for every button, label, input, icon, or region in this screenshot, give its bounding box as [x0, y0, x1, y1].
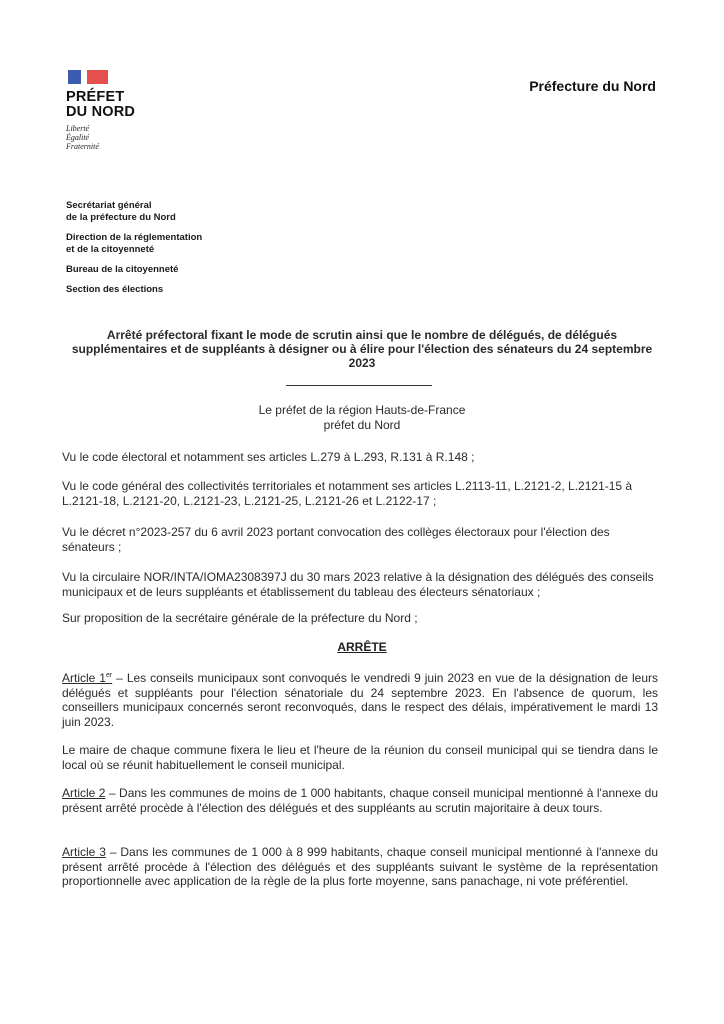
logo-name-line2: DU NORD — [66, 104, 136, 120]
issuing-services — [66, 200, 326, 304]
service-secretariat-line-1: Secrétariat général — [66, 200, 152, 211]
decree-title — [60, 328, 664, 370]
prefect-line-2: préfet du Nord — [323, 418, 401, 432]
visa-decret: Vu le décret n°2023-257 du 6 avril 2023 portant convocation des collèges électoraux pour l'élection des sénateurs ; — [62, 525, 610, 554]
article-1-number: Article 1 — [62, 671, 106, 685]
arrete-heading: ARRÊTE — [337, 640, 387, 654]
visa-code-electoral: Vu le code électoral et notamment ses articles L.279 à L.293, R.131 à R.148 ; — [62, 450, 475, 464]
prefect-designation — [60, 403, 664, 433]
service-direction-line-1: Direction de la réglementation — [66, 232, 203, 243]
article-1-sup: er — [105, 672, 113, 679]
service-section: Section des élections — [66, 284, 164, 295]
article-3-text: – Dans les communes de 1 000 à 8 999 habitants, chaque conseil municipal mentionné à l'annexe du présent arrêté procède à l'élection des délégués et des suppléants suivant le système de la représentation proportionnelle avec application de la règle de la plus forte moyenne, sans panachage, ni vote préférentiel. — [62, 845, 658, 889]
article-3-label: Article 3 — [62, 845, 106, 859]
service-secretariat — [66, 200, 326, 224]
service-direction — [66, 232, 326, 256]
motto-fraternite: Fraternité — [66, 142, 99, 151]
logo-name — [66, 90, 186, 120]
visa-circulaire: Vu la circulaire NOR/INTA/IOMA2308397J du 30 mars 2023 relative à la désignation des délégués des conseils municipaux et de leurs suppléants et établissement du tableau des électeurs sénatoriaux ; — [62, 570, 654, 599]
decree-title-text: Arrêté préfectoral fixant le mode de scrutin ainsi que le nombre de délégués, de délégués supplémentaires et de suppléants à désigner ou à élire pour l'élection des sénateurs du 24 septembre 2023 — [71, 328, 653, 370]
article-2 — [62, 786, 658, 815]
article-1-label — [62, 671, 112, 685]
article-2-label: Article 2 — [62, 786, 106, 800]
french-flag-icon — [68, 70, 110, 84]
article-2-text: – Dans les communes de moins de 1 000 habitants, chaque conseil municipal mentionné à l'annexe du présent arrêté procède à l'élection des délégués et des suppléants au scrutin majoritaire à deux tours. — [62, 786, 658, 815]
flag-red-stripe — [87, 70, 108, 84]
logo-name-line1: PRÉFET — [66, 89, 125, 105]
motto-egalite: Égalité — [66, 133, 90, 142]
service-direction-line-2: et de la citoyenneté — [66, 244, 155, 255]
article-1-paragraph-2: Le maire de chaque commune fixera le lieu et l'heure de la réunion du conseil municipal qui se tiendra dans le local où se réunit habituellement le conseil municipal. — [62, 743, 658, 772]
republic-motto — [66, 124, 186, 151]
motto-liberte: Liberté — [66, 124, 90, 133]
prefect-line-1: Le préfet de la région Hauts-de-France — [258, 403, 466, 417]
prefet-du-nord-logo — [66, 70, 186, 151]
article-3 — [62, 845, 658, 889]
service-secretariat-line-2: de la préfecture du Nord — [66, 212, 176, 223]
prefecture-title: Préfecture du Nord — [529, 78, 656, 94]
article-1 — [62, 669, 658, 729]
visa-cgct: Vu le code général des collectivités territoriales et notamment ses articles L.2113-11, L.2121-2, L.2121-15 à L.2121-18, L.2121-20, L.2121-23, L.2121-25, L.2121-26 et L.2122-17 ; — [62, 479, 633, 508]
service-bureau: Bureau de la citoyenneté — [66, 264, 179, 275]
visa-proposition: Sur proposition de la secrétaire générale de la préfecture du Nord ; — [62, 611, 418, 625]
title-divider — [286, 385, 432, 386]
flag-blue-stripe — [68, 70, 81, 84]
article-1-text: – Les conseils municipaux sont convoqués le vendredi 9 juin 2023 en vue de la désignation de leurs délégués et suppléants pour l'élection sénatoriale du 24 septembre 2023. En l'absence de quorum, les conseillers municipaux concernés seront reconvoqués, dans le respect des délais, impérativement le mardi 13 juin 2023. — [62, 671, 658, 729]
